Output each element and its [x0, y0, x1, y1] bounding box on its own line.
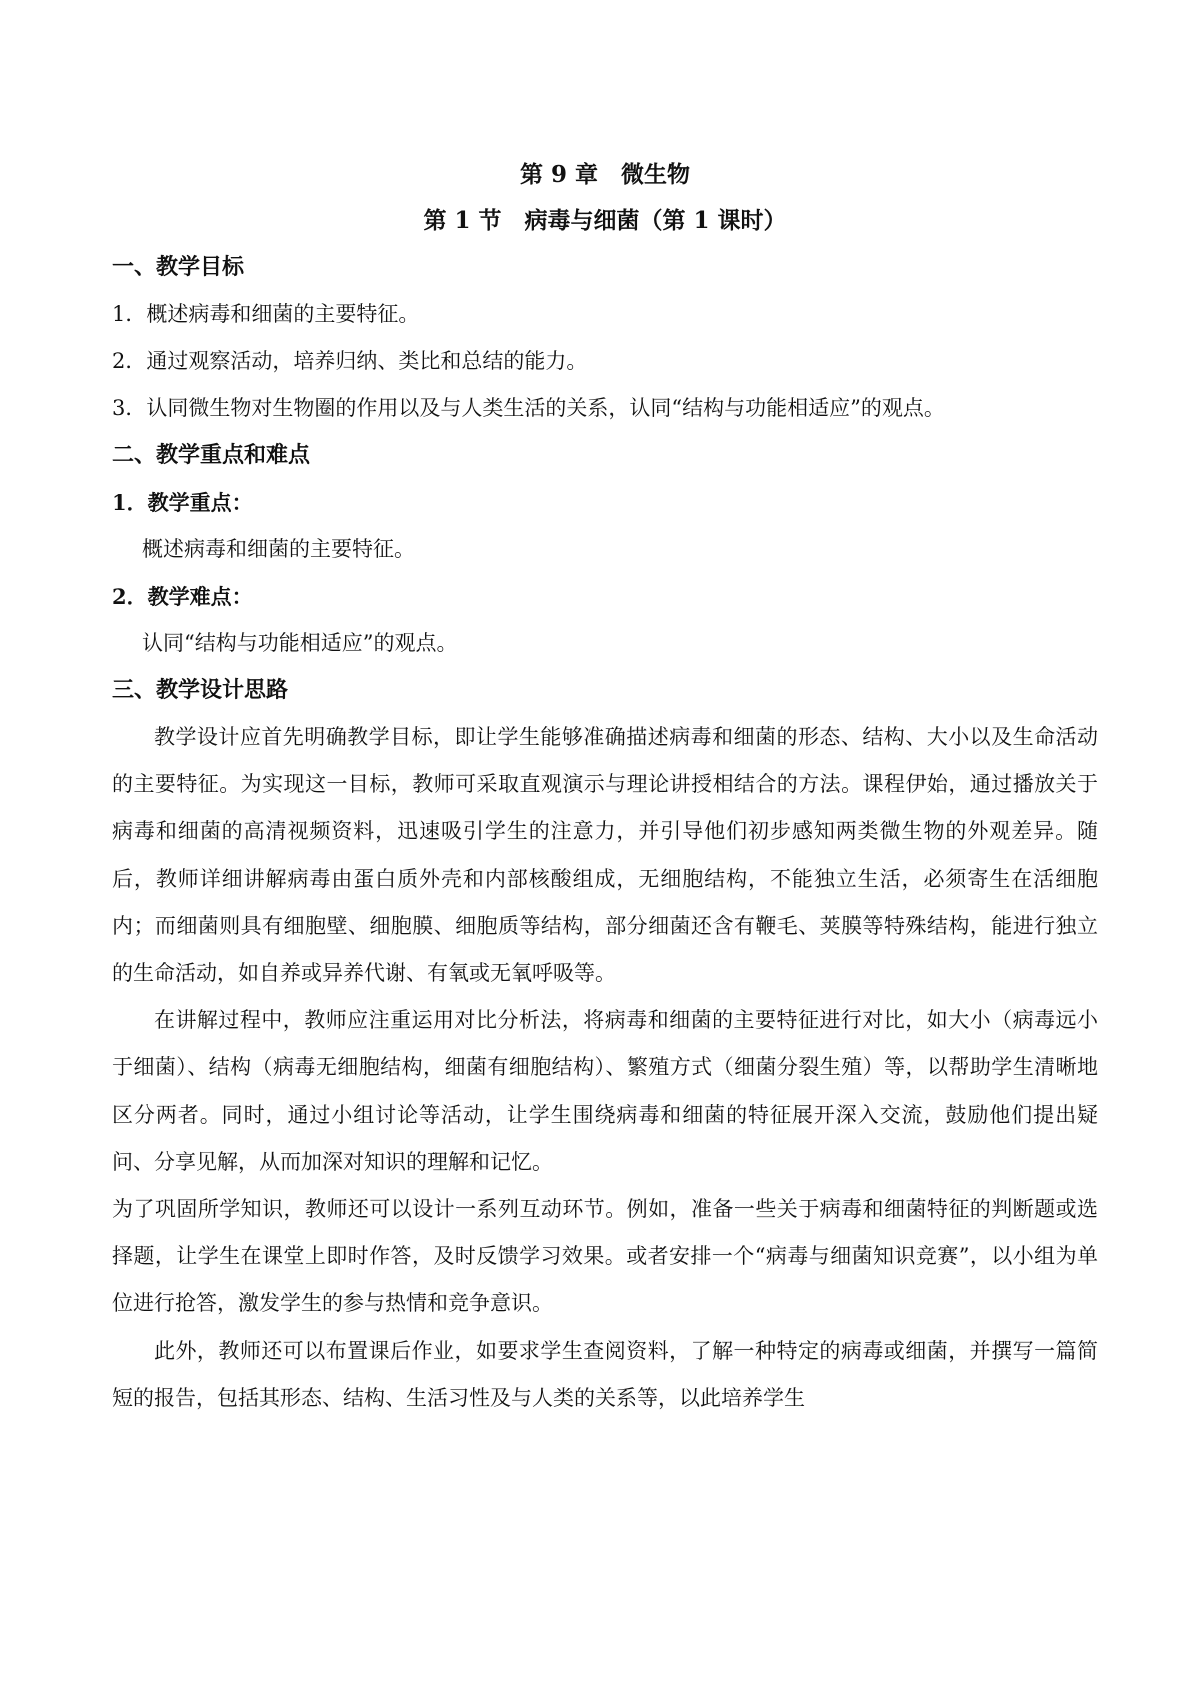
- heading-teaching-objectives: 一、教学目标: [112, 254, 245, 280]
- design-paragraph-3: 为了巩固所学知识，教师还可以设计一系列互动环节。例如，准备一些关于病毒和细菌特征的判断题或选择题，让学生在课堂上即时作答，及时反馈学习效果。或者安排一个“病毒与细菌知识竞赛”，以小组为单位进行抢答，激发学生的参与热情和竞争意识。: [112, 1197, 1098, 1316]
- key-point-label: 1．教学重点：: [112, 490, 253, 515]
- objective-item-3: 3．认同微生物对生物圈的作用以及与人类生活的关系，认同“结构与功能相适应”的观点。: [112, 396, 945, 420]
- heading-design-approach: 三、教学设计思路: [112, 677, 289, 703]
- heading-key-points: 二、教学重点和难点: [112, 442, 311, 468]
- objective-item-1: 1．概述病毒和细菌的主要特征。: [112, 302, 420, 326]
- key-point-text: 概述病毒和细菌的主要特征。: [142, 537, 415, 561]
- design-paragraph-4: 此外，教师还可以布置课后作业，如要求学生查阅资料，了解一种特定的病毒或细菌，并撰写一篇简短的报告，包括其形态、结构、生活习性及与人类的关系等，以此培养学生: [112, 1338, 1098, 1410]
- chapter-title: 第 9 章 微生物: [519, 161, 691, 188]
- design-paragraph-2: 在讲解过程中，教师应注重运用对比分析法，将病毒和细菌的主要特征进行对比，如大小（病毒远小于细菌）、结构（病毒无细胞结构，细菌有细胞结构）、繁殖方式（细菌分裂生殖）等，以帮助学生清晰地区分两者。同时，通过小组讨论等活动，让学生围绕病毒和细菌的特征展开深入交流，鼓励他们提出疑问、分享见解，从而加深对知识的理解和记忆。: [112, 1008, 1098, 1174]
- objective-item-2: 2．通过观察活动，培养归纳、类比和总结的能力。: [112, 349, 588, 373]
- section-title: 第 1 节 病毒与细菌（第 1 课时）: [423, 207, 787, 234]
- document-body: [112, 152, 1098, 1422]
- difficulty-text: 认同“结构与功能相适应”的观点。: [142, 631, 458, 655]
- design-paragraph-1: 教学设计应首先明确教学目标，即让学生能够准确描述病毒和细菌的形态、结构、大小以及生命活动的主要特征。为实现这一目标，教师可采取直观演示与理论讲授相结合的方法。课程伊始，通过播放关于病毒和细菌的高清视频资料，迅速吸引学生的注意力，并引导他们初步感知两类微生物的外观差异。随后，教师详细讲解病毒由蛋白质外壳和内部核酸组成，无细胞结构，不能独立生活，必须寄生在活细胞内；而细菌则具有细胞壁、细胞膜、细胞质等结构，部分细菌还含有鞭毛、荚膜等特殊结构，能进行独立的生命活动，如自养或异养代谢、有氧或无氧呼吸等。: [112, 725, 1098, 986]
- difficulty-label: 2．教学难点：: [112, 584, 253, 609]
